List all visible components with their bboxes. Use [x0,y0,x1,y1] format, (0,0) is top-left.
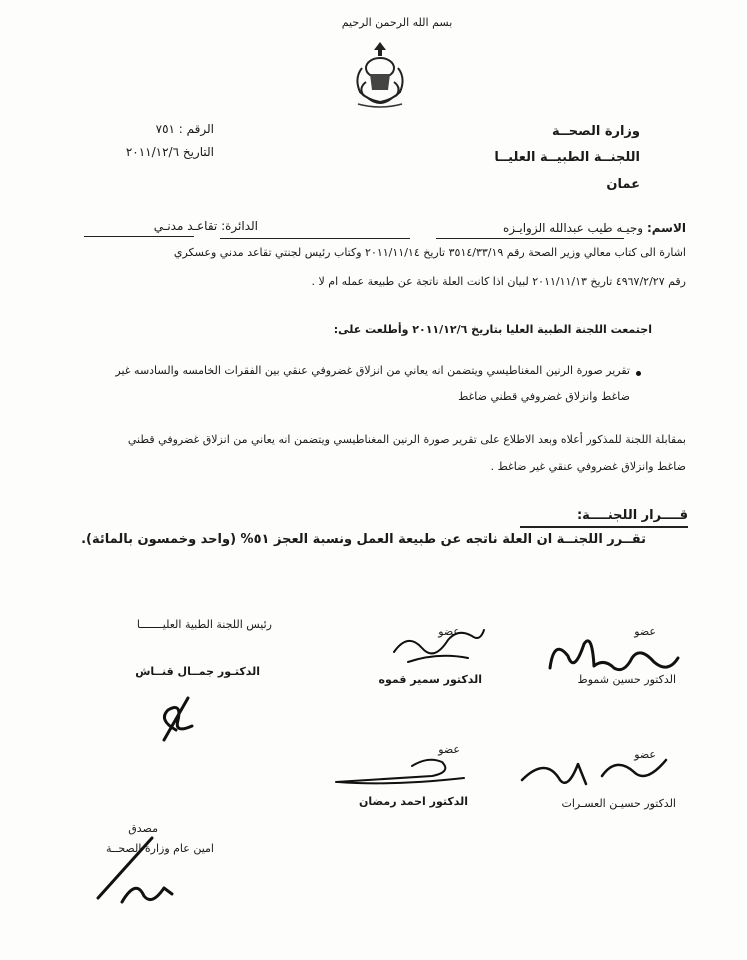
examination-line1: بمقابلة اللجنة للمذكور أعلاه وبعد الاطلاع على تقرير صورة الرنين المغناطيسي ويتضمن انه يعاني من انزلاق غضروفي قطني [127,433,686,446]
reference-paragraph-line2: رقم ٤٩٦٧/٢/٢٧ تاريخ ٢٠١١/١١/١٣ لبيان اذا كانت العلة ناتجة عن طبيعة عمله ام لا . [311,275,686,288]
city-name: عمان [606,177,640,192]
date-label: التاريخ [182,145,214,159]
member4-signature [516,750,676,790]
reference-number: ٧٥١ [155,122,175,136]
name-value: وجيـه طيب عبدالله الزوايـزه [502,221,644,235]
name-row [430,221,686,235]
member3-name: الدكتور احمد رمضان [359,795,468,808]
middle-underline [220,238,410,239]
basmala: بسم الله الرحمن الرحيم [341,16,453,29]
member2-name: الدكتور حسين شموط [577,673,676,686]
reference-label: الرقم : [178,122,214,136]
name-underline [436,238,624,239]
examination-line2: ضاغط وانزلاق غضروفي عنقي غير ضاغط . [490,460,686,473]
coat-of-arms-emblem [348,38,412,110]
chair-signature [148,690,212,750]
member1-signature [388,622,488,672]
date-row [98,145,214,159]
reference-paragraph-line1: اشارة الى كتاب معالي وزير الصحة رقم ٣٥١٤/٣٣/١٩ تاريخ ٢٠١١/١١/١٤ وكتاب رئيس لجنتي تقاعد مدني وعسكري [173,246,686,259]
decision-heading: قــــرار اللجنــــة: [576,508,688,523]
committee-name: اللجنــة الطبيــة العليــا [494,150,640,165]
ministry-name: وزارة الصحــة [552,124,640,139]
decision-heading-underline [520,526,688,528]
name-label: الاسم: [646,221,686,235]
report-line1: تقرير صورة الرنين المغناطيسي ويتضمن انه يعاني من انزلاق غضروفي عنقي بين الفقرات الخامسه والسادسه غير [115,364,630,377]
member4-name: الدكتور حسيـن العسـرات [561,797,676,810]
secretary-signature [92,832,202,912]
reference-number-row [130,122,214,136]
secretary-title: امين عام وزارة الصحــة [105,842,214,855]
member3-signature [332,752,472,788]
certified-label: مصدق [128,822,158,835]
chair-name: الدكتـور جمــال قنــاش [135,665,260,678]
member1-label: عضو [438,625,460,638]
member3-label: عضو [438,743,460,756]
report-line2: ضاغط وانزلاق غضروفي قطني ضاغط [458,390,630,403]
meeting-statement: اجتمعت اللجنة الطبية العليا بتاريخ ٢٠١١/١٢/٦ وأطلعت على: [333,323,652,336]
department-underline [84,236,194,237]
department-label: الدائرة: [221,219,258,233]
department-value: تقاعـد مدنـي [153,219,218,233]
member4-label: عضو [634,748,656,761]
department-row [84,219,258,233]
member1-name: الدكتور سمير قموه [378,673,482,686]
bullet-dot [636,371,641,376]
member2-label: عضو [634,625,656,638]
chair-title: رئيس اللجنة الطبية العليـــــــا [136,618,272,631]
date-value: ٢٠١١/١٢/٦ [125,145,180,159]
decision-text: تقــرر اللجنــة ان العلة ناتجه عن طبيعة العمل ونسبة العجز ٥١% (واحد وخمسون بالمائة). [81,532,646,547]
